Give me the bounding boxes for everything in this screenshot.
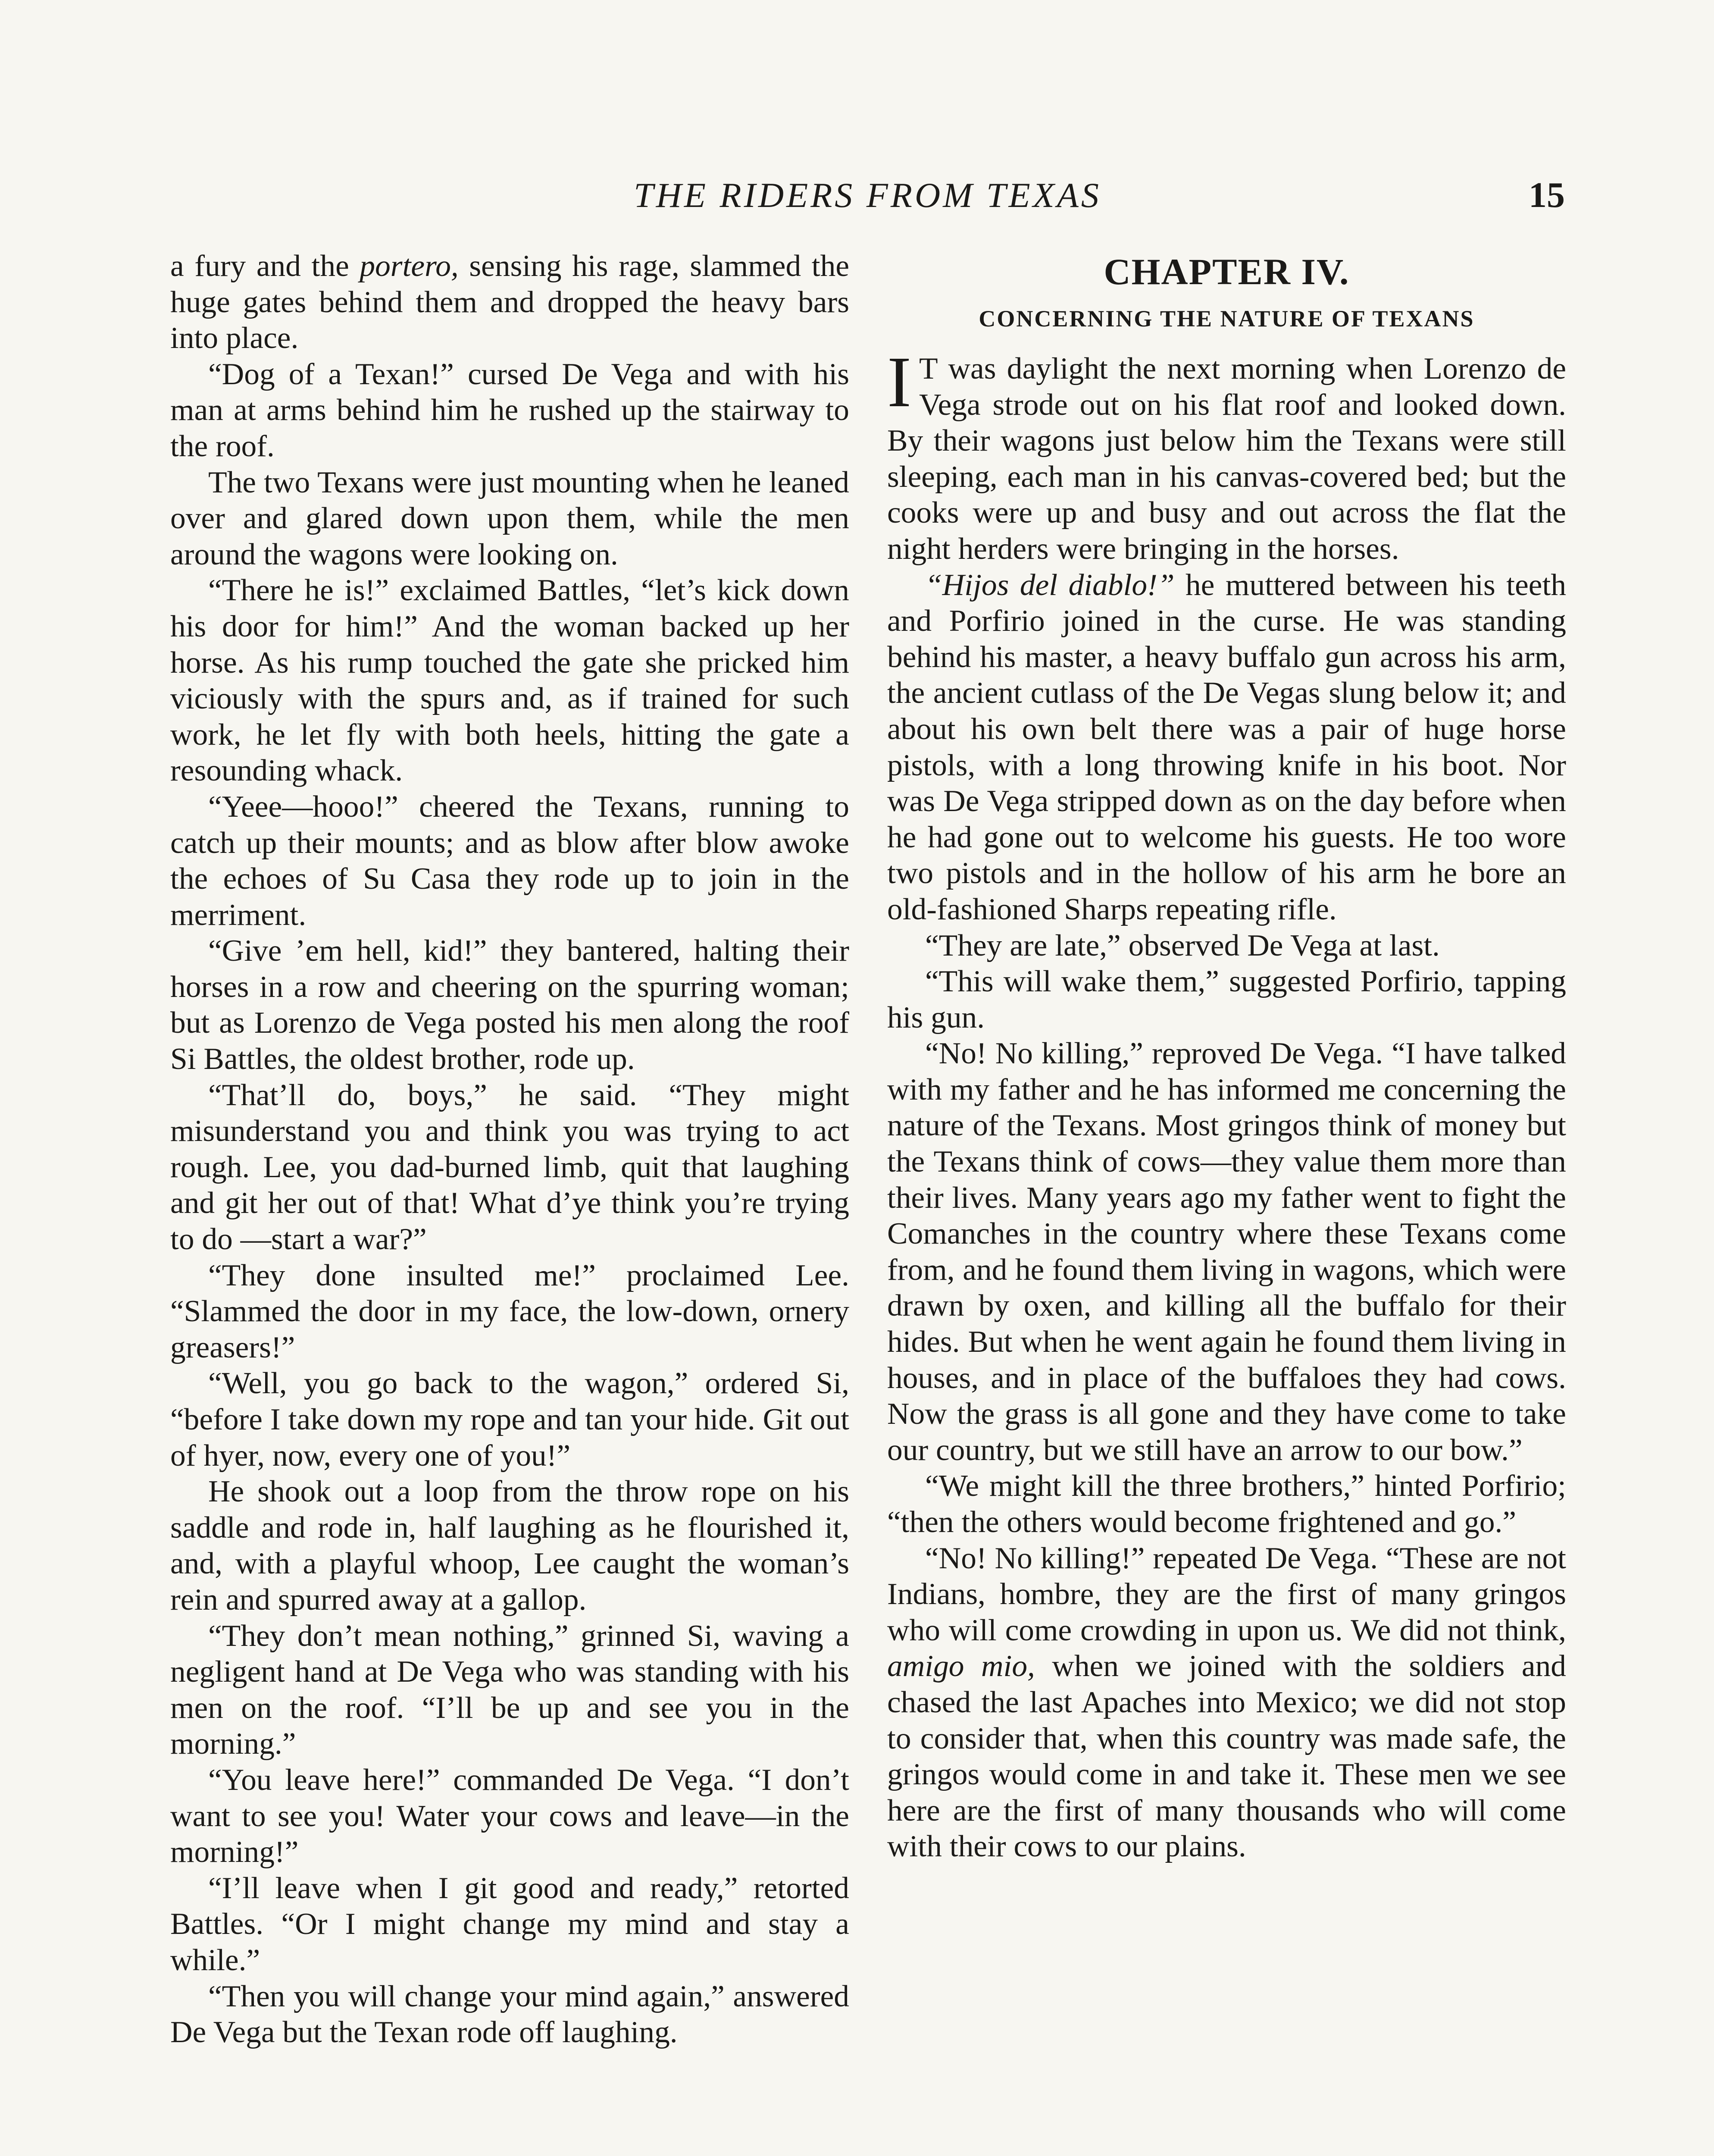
text-run: “That’ll do, boys,” he said. “They might misunderstand you and think you was trying to act rough. Lee, you dad-burned limb, quit that laughing and git her out of that! What d’ye think you’re trying to do —start a war?”	[170, 1078, 849, 1257]
paragraph	[170, 1257, 849, 1366]
text-run: He shook out a loop from the throw rope on his saddle and rode in, half laughing as he flourished it, and, with a playful whoop, Lee caught the woman’s rein and spurred away at a gallop.	[170, 1474, 849, 1617]
running-title: THE RIDERS FROM TEXAS	[634, 175, 1101, 215]
paragraph	[170, 1077, 849, 1257]
text-run: “They done insulted me!” proclaimed Lee. “Slammed the door in my face, the low-down, ornery greasers!”	[170, 1258, 849, 1364]
text-run: when we joined with the soldiers and chased the last Apaches into Mexico; we did not stop to consider that, when this country was made safe, the gringos would come in and take it. These men we see here are the first of many thousands who will come with their cows to our plains.	[887, 1649, 1566, 1864]
text-run: “I’ll leave when I git good and ready,” retorted Battles. “Or I might change my mind and stay a while.”	[170, 1871, 849, 1977]
running-head	[170, 172, 1565, 219]
text-run: “You leave here!” commanded De Vega. “I don’t want to see you! Water your cows and leave—in the morning!”	[170, 1762, 849, 1869]
paragraph	[170, 1473, 849, 1617]
text-run: “Well, you go back to the wagon,” ordered Si, “before I take down my rope and tan your hide. Git out of hyer, now, every one of you!”	[170, 1366, 849, 1473]
text-run: “We might kill the three brothers,” hinted Porfirio; “then the others would become frightened and go.”	[887, 1469, 1566, 1539]
paragraph	[170, 248, 849, 356]
text-run: “Dog of a Texan!” cursed De Vega and with his man at arms behind him he rushed up the stairway to the roof.	[170, 357, 849, 463]
paragraph	[170, 1365, 849, 1473]
text-run: a fury and the	[170, 249, 360, 283]
italic-phrase: amigo mio,	[887, 1649, 1035, 1683]
text-run: “This will wake them,” suggested Porfirio, tapping his gun.	[887, 964, 1566, 1034]
text-run: “Give ’em hell, kid!” they bantered, halting their horses in a row and cheering on the spurring woman; but as Lorenzo de Vega posted his men along the roof Si Battles, the oldest brother, rode up.	[170, 934, 849, 1076]
left-text-column	[170, 248, 849, 2050]
paragraph	[170, 572, 849, 789]
paragraph	[887, 342, 1566, 567]
paragraph	[887, 928, 1566, 964]
text-run: sensing his rage, slammed the huge gates behind them and dropped the heavy bars into place.	[170, 249, 850, 355]
text-run: “No! No killing,” reproved De Vega. “I have talked with my father and he has informed me concerning the nature of the Texans. Most gringos think of money but the Texans think of cows—they value them more than their lives. Many years ago my father went to fight the Comanches in the country where these Texans come from, and he found them living in wagons, which were drawn by oxen, and killing all the buffalo for their hides. But when he went again he found them living in houses, and in place of the buffaloes they had cows. Now the grass is all gone and they have come to take our country, but we still have an arrow to our bow.”	[887, 1036, 1566, 1467]
paragraph	[170, 789, 849, 933]
text-run: “They are late,” observed De Vega at last.	[925, 928, 1440, 962]
chapter-body	[887, 342, 1567, 1865]
text-run: “Then you will change your mind again,” answered De Vega but the Texan rode off laughing.	[170, 1979, 849, 2049]
italic-phrase: portero,	[360, 249, 459, 283]
right-text-column	[887, 248, 1566, 1865]
text-run: The two Texans were just mounting when he leaned over and glared down upon them, while the men around the wagons were looking on.	[170, 465, 849, 571]
paragraph	[887, 1468, 1566, 1540]
chapter-number: CHAPTER IV.	[1104, 251, 1350, 292]
paragraph	[170, 464, 849, 573]
paragraph	[170, 1978, 849, 2050]
text-run: “No! No killing!” repeated De Vega. “These are not Indians, hombre, they are the first of many gringos who will come crowding in upon us. We did not think,	[887, 1541, 1566, 1647]
paragraph	[170, 933, 849, 1077]
paragraph	[170, 1870, 849, 1978]
paragraph	[887, 567, 1566, 928]
italic-phrase: “Hijos del diablo!”	[925, 567, 1175, 602]
text-run: “Yeee—hooo!” cheered the Texans, running to catch up their mounts; and as blow after blow awoke the echoes of Su Casa they rode up to join in the merriment.	[170, 789, 849, 932]
text-run: “There he is!” exclaimed Battles, “let’s kick down his door for him!” And the woman backed up her horse. As his rump touched the gate she pricked him viciously with the spurs and, as if trained for such work, he let fly with both heels, hitting the gate a resounding whack.	[170, 573, 849, 788]
paragraph	[170, 356, 849, 464]
paragraph	[887, 963, 1566, 1035]
chapter-title: CONCERNING THE NATURE OF TEXANS	[979, 306, 1475, 332]
text-run: “They don’t mean nothing,” grinned Si, waving a negligent hand at De Vega who was standing with his men on the roof. “I’ll be up and see you in the morning.”	[170, 1618, 849, 1761]
text-run: T was daylight the next morning when Lorenzo de Vega strode out on his flat roof and looked down. By their wagons just below him the Texans were still sleeping, each man in his canvas-covered bed; but the cooks were up and busy and out across the flat the night herders were bringing in the horses.	[887, 351, 1566, 566]
paragraph	[887, 1540, 1566, 1865]
paragraph	[170, 1618, 849, 1762]
page-number: 15	[1529, 175, 1565, 215]
drop-cap: I	[887, 342, 911, 422]
text-run: he muttered between his teeth and Porfirio joined in the curse. He was standing behind his master, a heavy buffalo gun across his arm, the ancient cutlass of the De Vegas slung below it; and about his own belt there was a pair of huge horse pistols, with a long throwing knife in his boot. Nor was De Vega stripped down as on the day before when he had gone out to welcome his guests. He too wore two pistols and in the hollow of his arm he bore an old-fashioned Sharps repeating rifle.	[887, 567, 1567, 926]
paragraph	[887, 1035, 1566, 1468]
paragraph	[170, 1762, 849, 1870]
